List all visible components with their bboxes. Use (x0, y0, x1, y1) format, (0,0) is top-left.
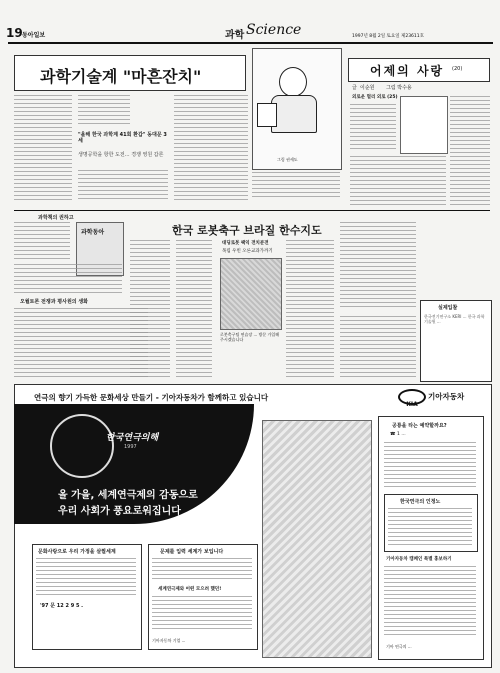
ad-sidebar-question: 공룡을 타는 예약할까요? (392, 423, 447, 429)
serial-title: 어제의 사랑 (370, 64, 445, 78)
cartoon-illustration (252, 48, 342, 170)
serial-number: (20) (452, 66, 463, 72)
column-text-5 (252, 172, 340, 200)
ad-box-2-text (152, 558, 252, 580)
section-title: 과학 (225, 30, 245, 41)
ad-sidebar-box-text (388, 508, 472, 546)
serial-text-2 (450, 96, 490, 206)
festival-logo: 한국연극의해 (106, 433, 159, 443)
column-text-3 (78, 170, 168, 200)
column-text-2 (78, 95, 130, 127)
serial-text-4 (340, 222, 416, 310)
side-box-title: 실제입찰 (438, 305, 458, 311)
ad-sidebar-bottom-title: 기아자동차 캠페인 특별 홍보하기 (386, 557, 452, 562)
section-english: Science (246, 22, 302, 38)
header-rule (8, 42, 493, 44)
robot-photo-title: 대딩로봇 팩익 전치분전 (222, 241, 269, 246)
column-subhead-1: "올해 한국 과학계 41회 환갑" 동대문 3세 (78, 132, 167, 144)
ad-box-1-footer: '97 문 12 2 9 5 . (40, 603, 84, 609)
robot-photo-subtitle: 목립 우빈 오른교과가까기 (222, 249, 273, 254)
serial-illustrator: 그림 박수용 (386, 85, 412, 91)
serial-text-5 (340, 316, 416, 378)
robot-text-1 (130, 240, 170, 378)
ad-box-2-subtitle: 세계연극제와 어떤 모으려 했던! (158, 587, 222, 592)
ad-box-1-text (36, 558, 136, 598)
side-box (420, 300, 492, 382)
festival-logo-ring (50, 414, 114, 478)
kia-logo (398, 389, 426, 408)
ad-box-2-text-2 (152, 596, 252, 630)
books-header: 과학책의 권하고 (38, 215, 74, 221)
books-subhead: 오월토론 전쟁과 평사원의 생화 (20, 299, 89, 305)
row2-rule (14, 210, 490, 211)
ad-sidebar-text-1 (384, 442, 476, 488)
ad-sidebar-text-2 (384, 566, 476, 636)
column-title: 과학기술계 "마흔잔치" (40, 67, 202, 86)
ad-sidebar-box-title: 한국연극의 인정노 (400, 499, 441, 505)
robot-text-3 (286, 240, 334, 378)
ad-box-2-footer: 기아자동차 기업 ... (152, 638, 186, 643)
ad-slogan-1: 올 가을, 세계연극제의 감동으로 (58, 490, 198, 501)
serial-text-1 (350, 104, 396, 150)
robot-photo (220, 258, 282, 330)
ad-people-photo (262, 420, 372, 658)
book-cover-title: 과학동아 (81, 229, 105, 236)
column-text-1 (14, 95, 72, 201)
cartoon-body (271, 95, 317, 133)
ad-box-1-title: 문화사랑으로 우리 가정을 살찔세계 (38, 549, 116, 555)
robot-text-2 (176, 240, 212, 378)
festival-year: 1997 (124, 444, 137, 450)
books-text-1 (14, 222, 70, 260)
serial-subhead: 외로운 멀리 외로 (25) (352, 95, 398, 100)
ad-banner: 연극의 향기 가득한 문화세상 만들기 - 기아자동차가 함께하고 있습니다 (34, 393, 269, 402)
serial-author: 이순원 (360, 85, 375, 91)
ad-sidebar-footer: 기아 연극의 ... (386, 644, 412, 649)
column-text-4 (174, 95, 248, 200)
robot-photo-caption: 로봇축구팀 연습장 ... 방문 가입해주시겠습니다 (220, 332, 280, 342)
cartoon-head (279, 67, 307, 97)
kia-logo-text: KIA (406, 401, 418, 408)
serial-text-3 (350, 156, 446, 206)
books-text-3 (14, 308, 148, 378)
paper-name: 동아일보 (22, 32, 46, 39)
books-text-2 (14, 264, 122, 294)
ad-slogan-2: 우리 사회가 풍요로워집니다 (58, 506, 181, 517)
ad-box-2-title: 문제를 입력 세계가 보입니다 (160, 549, 224, 555)
cartoon-sign (257, 103, 277, 127)
side-box-lines: 한국전기연구소 KERI ... 한국 과학기술원 ... (424, 314, 485, 324)
ad-sidebar-phone: ☎ 1 ... (390, 432, 406, 437)
serial-author-prefix: 글 (352, 85, 357, 91)
robot-headline: 한국 로봇축구 브라질 한수지도 (172, 224, 322, 237)
page-number: 19 (6, 26, 23, 40)
serial-illustration (400, 96, 448, 154)
column-subhead-2: 생명공학을 항한 도전… 경쟁 영원 갑론 (78, 152, 164, 158)
kia-brand-name: 기아자동차 (428, 392, 465, 401)
cartoon-caption: 그림 권세도 (277, 157, 298, 162)
date-line: 1997년 8월 2일 토요일 제23611호 (352, 34, 424, 39)
